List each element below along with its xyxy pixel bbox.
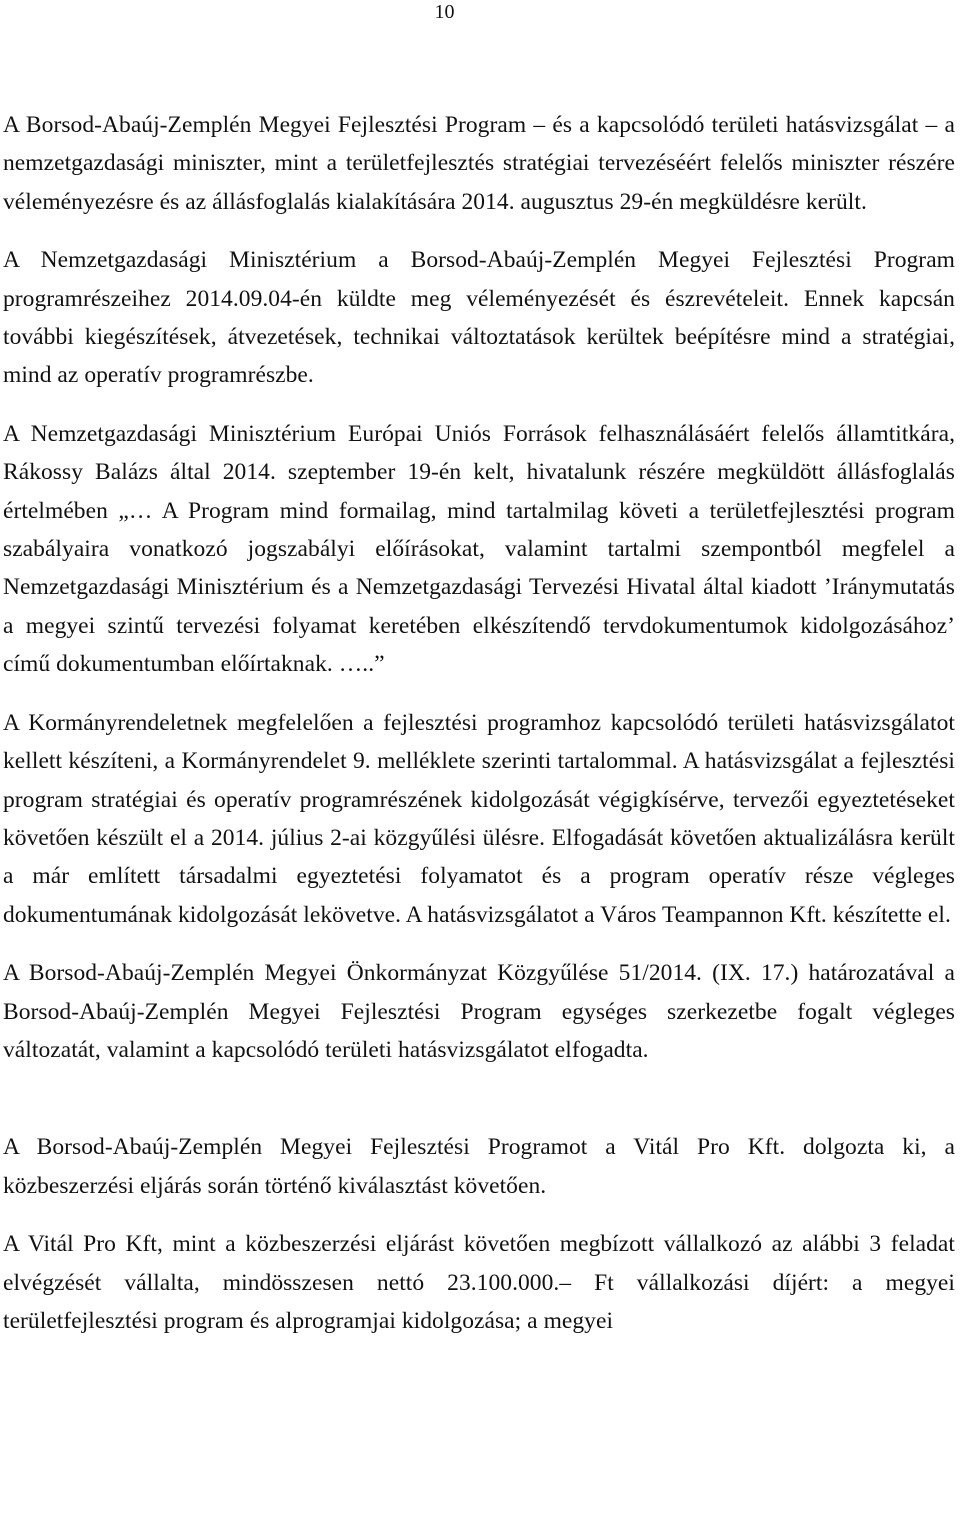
paragraph-impact-assessment: A Kormányrendeletnek megfelelően a fejlesztési programhoz kapcsolódó területi hatásvizsgálatot kellett készíteni, a Kormányrendelet 9. melléklete szerinti tartalommal. A hatásvizsgálat a fejlesztési program stratégiai és operatív programrészének kidolgozását végigkísérve, tervezői egyeztetéseket követően készült el a 2014. július 2-ai közgyűlési ülésre. Elfogadását követően aktualizálásra került a már említett társadalmi egyeztetési folyamatot és a program operatív része végleges dokumentumának kidolgozását lekövetve. A hatásvizsgálatot a Város Teampannon Kft. készítette el. — [3, 709, 955, 928]
page-number: 10 — [434, 1, 455, 23]
paragraph-ministry-comments: A Nemzetgazdasági Minisztérium a Borsod-Abaúj-Zemplén Megyei Fejlesztési Program programrészeihez 2014.09.04-én küldte meg véleményezését és észrevételeit. Ennek kapcsán további kiegészítések, átvezetések, technikai változtatások kerültek beépítésre mind a stratégiai, mind az operatív programrészbe. — [3, 247, 955, 389]
paragraph-review-submission: A Borsod-Abaúj-Zemplén Megyei Fejlesztési Program – és a kapcsolódó területi hatásvizsgálat – a nemzetgazdasági miniszter, mint a területfejlesztés stratégiai tervezéséért felelős miniszter részére véleményezésre és az állásfoglalás kialakítására 2014. augusztus 29-én megküldésre került. — [3, 112, 955, 215]
document-body — [3, 106, 955, 1340]
paragraph-state-secretary-opinion: A Nemzetgazdasági Minisztérium Európai Uniós Források felhasználásáért felelős államtitkára, Rákossy Balázs által 2014. szeptember 19-én kelt, hivatalunk részére megküldött állásfoglalás értelmében „… A Program mind formailag, mind tartalmilag követi a területfejlesztési program szabályaira vonatkozó jogszabályi előírásokat, valamint tartalmi szempontból megfelel a Nemzetgazdasági Minisztérium és a Nemzetgazdasági Tervezési Hivatal által kiadott ’Iránymutatás a megyei szintű tervezési folyamat keretében elkészítendő tervdokumentumok kidolgozásához’ című dokumentumban előírtaknak. …..” — [3, 420, 955, 678]
paragraph-program-author: A Borsod-Abaúj-Zemplén Megyei Fejlesztési Programot a Vitál Pro Kft. dolgozta ki, a közbeszerzési eljárás során történő kiválasztást követően. — [3, 1134, 955, 1199]
paragraph-contractor-tasks: A Vitál Pro Kft, mint a közbeszerzési eljárást követően megbízott vállalkozó az alábbi 3 feladat elvégzését vállalta, mindösszesen nettó 23.100.000.– Ft vállalkozási díjért: a megyei területfejlesztési program és alprogramjai kidolgozása; a megyei — [3, 1231, 955, 1334]
paragraph-assembly-resolution: A Borsod-Abaúj-Zemplén Megyei Önkormányzat Közgyűlése 51/2014. (IX. 17.) határozatával a Borsod-Abaúj-Zemplén Megyei Fejlesztési Program egységes szerkezetbe fogalt végleges változatát, valamint a kapcsolódó területi hatásvizsgálatot elfogadta. — [3, 960, 955, 1063]
